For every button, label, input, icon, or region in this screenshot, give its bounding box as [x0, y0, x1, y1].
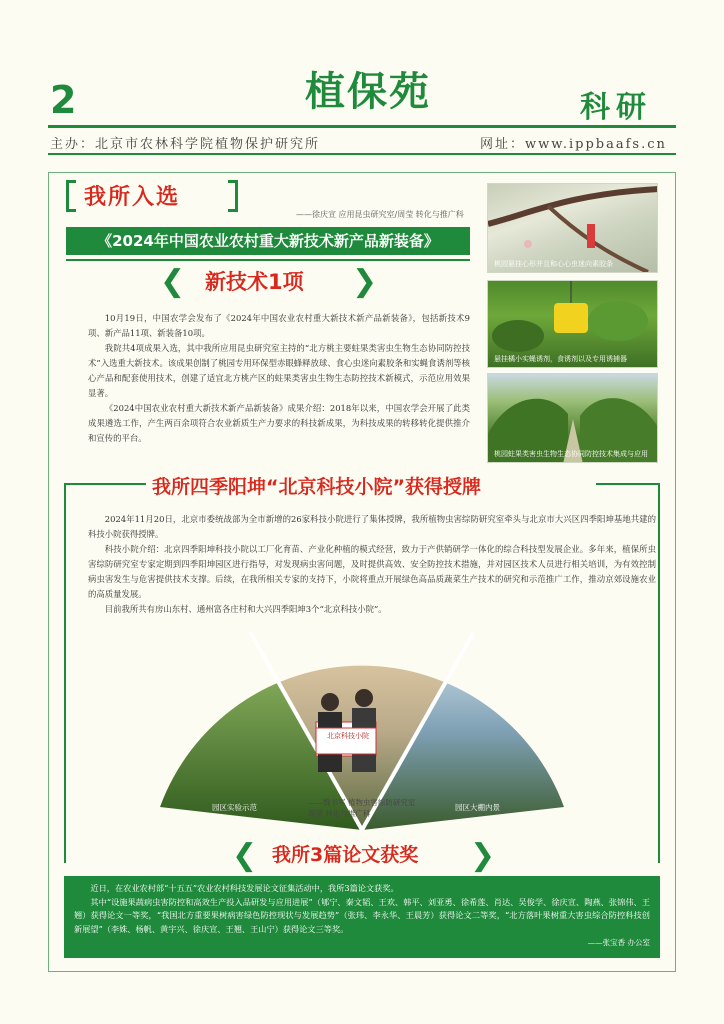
chevron-left-icon: ❮	[160, 264, 186, 299]
photo-peach-branch	[487, 183, 658, 273]
section3-author: ——张宝香 办公室	[587, 938, 650, 947]
photo-trap	[487, 280, 658, 368]
paragraph: 其中“设施果蔬病虫害防控和高效生产投入品研发与应用进展”（郇宁、秦文韬、王欢、韩平、刘亚勇、徐希莲、肖达、吴俊学、徐庆宣、陶燕、张锦伟、王翘）获得论文一等奖，“我国北方重要果树病害绿色防控现状与发展趋势”（张玮、李永华、王晨芳）获得论文二等奖，“北方落叶果树重大害虫综合防控科技创新展望”（李姝、杨帆、黄宇兴、徐庆宣、王翘、王山宁）获得论文三等奖。	[74, 896, 650, 934]
section2-title: 我所四季阳坤“北京科技小院”获得授牌	[152, 476, 481, 498]
masthead-rule	[48, 125, 676, 128]
section1-title: 我所入选	[84, 185, 181, 210]
section2-border-left	[64, 483, 66, 863]
host-label: 主办：北京市农林科学院植物保护研究所	[50, 137, 321, 152]
photo-caption: 悬挂橘小实蝇诱剂，食诱剂以及专用诱捕器	[494, 355, 627, 363]
paragraph: 2024年11月20日，北京市委统战部为全市新增的26家科技小院进行了集体授牌，我所植物虫害综防研究室牵头与北京市大兴区四季阳坤基地共建的科技小院获得授牌。	[88, 514, 656, 539]
paragraph: 科技小院介绍：北京四季阳坤科技小院以工厂化育苗、产业化种植的模式经营，致力于产供销研学一体化的综合科技型发展企业。多年来，植保所虫害综防研究室专家定期到四季阳坤园区进行指导，对发现病虫害问题，及时提供高效、安全防控技术措施，并对园区技术人员进行相关培训，为有效控制病虫害发生与危害提供技术支撑。后续，在我所相关专家的支持下，小院将重点开展绿色高品质蔬菜生产技术的研究和示范推广工作，推动京郊设施农业的高质量发展。	[88, 544, 656, 599]
photo-orchard	[487, 373, 658, 463]
section1-subtitle: 新技术1项	[205, 270, 304, 294]
website-label: 网址：www.ippbaafs.cn	[480, 137, 667, 152]
plaque-text: 北京科技小院	[327, 732, 369, 740]
section1-author: ——徐庆宣 应用昆虫研究室/周莹 转化与推广科	[296, 210, 464, 219]
fan-caption-left: 园区实验示范	[212, 803, 257, 812]
section-title: 科研	[580, 90, 652, 125]
section3-title: 我所3篇论文获奖	[272, 844, 419, 866]
paragraph: 近日，在农业农村部“十五五”农业农村科技发展论文征集活动中，我所3篇论文获奖。	[90, 883, 399, 893]
section2-border-top-right	[596, 483, 660, 485]
page-number: 2	[50, 78, 77, 122]
logo: 植保苑	[305, 68, 431, 115]
fan-caption-right: 园区大棚内景	[455, 803, 500, 812]
bracket-right	[228, 180, 238, 212]
section1-banner: 《2024年中国农业农村重大新技术新产品新装备》	[66, 227, 470, 255]
section2-author: ——魏书军 植物虫害综防研究室 周莹 转化与推广科	[308, 798, 416, 818]
section1-body	[88, 311, 470, 446]
photo-caption: 桃园蛀果类害虫生物生态协同防控技术集成与应用	[494, 450, 648, 458]
masthead-rule-bottom	[48, 153, 676, 155]
section3-body	[64, 876, 660, 958]
photo-caption: 桃园悬挂心形并且和心心虫迷向素胶条	[494, 260, 613, 268]
paragraph: 我院共4项成果入选，其中我所应用昆虫研究室主持的“北方桃主要蛀果类害虫生物生态协同防控技术”入选重大新技术。该成果创制了桃园专用环保型赤眼蜂释放球、食心虫迷向素胶条和实蝇食诱剂等核心产品和配套使用技术，创建了适宜北方桃产区的蛀果类害虫生物生态防控技术新模式，示范应用效果显著。	[88, 343, 470, 398]
chevron-right-icon: ❯	[352, 264, 378, 299]
paragraph: 目前我所共有房山东村、通州富各庄村和大兴四季阳坤3个“北京科技小院”。	[104, 604, 387, 614]
section2-border-right	[658, 483, 660, 863]
bracket-left	[66, 180, 76, 212]
paragraph: 10月19日，中国农学会发布了《2024年中国农业农村重大新技术新产品新装备》，包括新技术9项、新产品11项、新装备10项。	[88, 313, 470, 338]
section1-divider	[66, 259, 470, 261]
paragraph: 《2024中国农业农村重大新技术新产品新装备》成果介绍：2018年以来，中国农学会开展了此类成果遴选工作，产生两百余项符合农业新质生产力要求的科技新成果，为科技成果的转移转化提供推介和宣传的平台。	[88, 403, 470, 443]
section2-border-top-left	[64, 483, 146, 485]
section2-body	[88, 512, 656, 617]
chevron-left-icon: ❮	[232, 838, 258, 873]
chevron-right-icon: ❯	[470, 838, 496, 873]
